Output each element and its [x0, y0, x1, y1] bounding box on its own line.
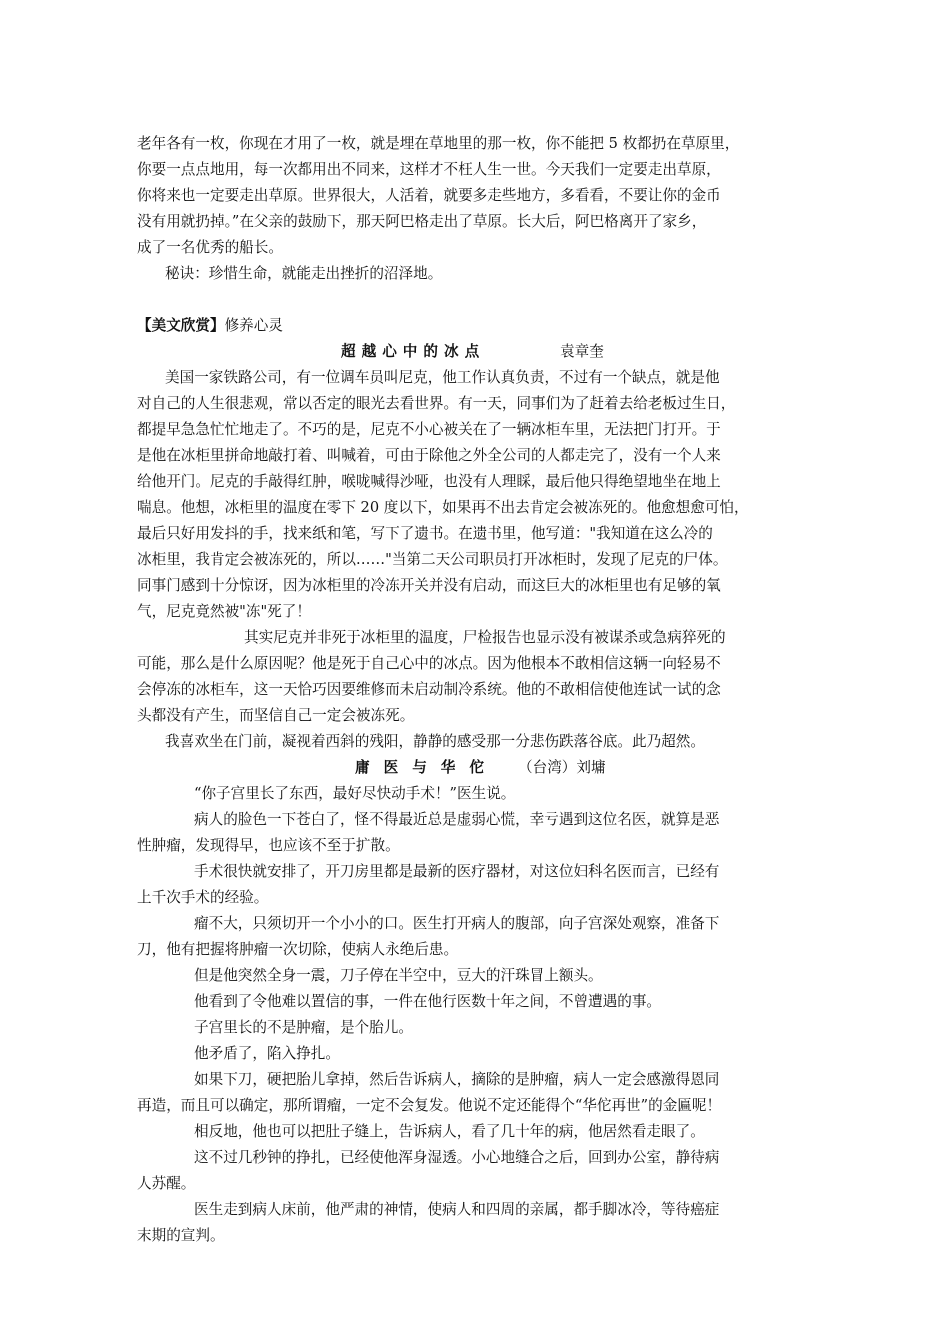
article1-line: 会停冻的冰柜车，这一天恰巧因要维修而未启动制冷系统。他的不敢相信使他连试一试的念: [137, 681, 721, 698]
section-bracket-label: 【美文欣赏】: [137, 317, 225, 334]
section-label: 修养心灵: [224, 317, 283, 334]
secret-line: 秘诀：珍惜生命，就能走出挫折的沼泽地。: [165, 265, 443, 282]
article1-line: 给他开门。尼克的手敲得红肿，喉咙喊得沙哑，也没有人理睬，最后他只得绝望地坐在地上: [137, 473, 721, 490]
article2-line: 再造，而且可以确定，那所谓瘤，一定不会复发。他说不定还能得个“华佗再世”的金匾呢！: [137, 1097, 722, 1114]
article1-author: 袁章奎: [560, 343, 604, 360]
article1-line: 气，尼克竟然被"冻"死了！: [137, 603, 311, 620]
article2-line: 末期的宣判。: [137, 1227, 225, 1244]
intro-line: 老年各有一枚，你现在才用了一枚，就是埋在草地里的那一枚，你不能把 5 枚都扔在草原里，: [137, 135, 740, 152]
article1-line: 冰柜里，我肯定会被冻死的，所以……"当第二天公司职员打开冰柜时，发现了尼克的尸体。: [137, 551, 728, 568]
article1-title: 超越心中的冰点: [341, 343, 486, 360]
article2-line: 上千次手术的经验。: [137, 889, 269, 906]
intro-line: 成了一名优秀的船长。: [137, 239, 283, 256]
section-header: [137, 316, 283, 336]
article1-line: 喘息。他想，冰柜里的温度在零下 20 度以下，如果再不出去肯定会被冻死的。他愈想愈可怕，: [137, 499, 749, 516]
article2-line: 如果下刀，硬把胎儿拿掉，然后告诉病人，摘除的是肿瘤，病人一定会感激得恩同: [194, 1071, 720, 1088]
article2-line: 病人的脸色一下苍白了，怪不得最近总是虚弱心慌，幸亏遇到这位名医，就算是恶: [194, 811, 720, 828]
article1-line: 都提早急急忙忙地走了。不巧的是，尼克不小心被关在了一辆冰柜车里，无法把门打开。于: [137, 421, 721, 438]
intro-line: 没有用就扔掉。”在父亲的鼓励下，那天阿巴格走出了草原。长大后，阿巴格离开了家乡，: [137, 213, 707, 230]
article2-line: 人苏醒。: [137, 1175, 196, 1192]
article2-line: 瘤不大，只须切开一个小小的口。医生打开病人的腹部，向子宫深处观察，准备下: [194, 915, 720, 932]
intro-line: 你将来也一定要走出草原。世界很大，人活着，就要多走些地方，多看看，不要让你的金币: [137, 187, 721, 204]
article2-author: （台湾）刘墉: [518, 759, 606, 776]
article1-line: 可能，那么是什么原因呢？他是死于自己心中的冰点。因为他根本不敢相信这辆一向轻易不: [137, 655, 721, 672]
article1-line: 最后只好用发抖的手，找来纸和笔，写下了遗书。在遗书里，他写道："我知道在这么冷的: [137, 525, 713, 542]
article2-line: 但是他突然全身一震，刀子停在半空中，豆大的汗珠冒上额头。: [194, 967, 603, 984]
article1-line: 头都没有产生，而坚信自己一定会被冻死。: [137, 707, 415, 724]
article2-line: 刀，他有把握将肿瘤一次切除，使病人永绝后患。: [137, 941, 459, 958]
article1-line: 美国一家铁路公司，有一位调车员叫尼克，他工作认真负责，不过有一个缺点，就是他: [165, 369, 720, 386]
intro-line: 你要一点点地用，每一次都用出不同来，这样才不枉人生一世。今天我们一定要走出草原，: [137, 161, 721, 178]
article2-line: 手术很快就安排了，开刀房里都是最新的医疗器材，对这位妇科名医而言，已经有: [194, 863, 720, 880]
article2-title: 庸医与华佗: [355, 759, 498, 776]
article2-line: 相反地，他也可以把肚子缝上，告诉病人，看了几十年的病，他居然看走眼了。: [194, 1123, 705, 1140]
article1-line: 是他在冰柜里拼命地敲打着、叫喊着，可由于除他之外全公司的人都走完了，没有一个人来: [137, 447, 721, 464]
article1-line: 对自己的人生很悲观，常以否定的眼光去看世界。有一天，同事们为了赶着去给老板过生日，: [137, 395, 736, 412]
article2-line: “你子宫里长了东西，最好尽快动手术！”医生说。: [194, 785, 516, 802]
article2-line: 他矛盾了，陷入挣扎。: [194, 1045, 340, 1062]
article2-line: 医生走到病人床前，他严肃的神情，使病人和四周的亲属，都手脚冰冷，等待癌症: [194, 1201, 720, 1218]
article2-line: 这不过几秒钟的挣扎，已经使他浑身湿透。小心地缝合之后，回到办公室，静待病: [194, 1149, 720, 1166]
article1-line: 同事门感到十分惊讶，因为冰柜里的冷冻开关并没有启动，而这巨大的冰柜里也有足够的氧: [137, 577, 721, 594]
article2-line: 子宫里长的不是肿瘤，是个胎儿。: [194, 1019, 413, 1036]
article2-line: 他看到了令他难以置信的事，一件在他行医数十年之间，不曾遭遇的事。: [194, 993, 662, 1010]
article2-line: 性肿瘤，发现得早，也应该不至于扩散。: [137, 837, 400, 854]
article1-line: 其实尼克并非死于冰柜里的温度，尸检报告也显示没有被谋杀或急病猝死的: [244, 629, 726, 646]
article1-closing: 我喜欢坐在门前，凝视着西斜的残阳，静静的感受那一分悲伤跌落谷底。此乃超然。: [165, 733, 705, 750]
